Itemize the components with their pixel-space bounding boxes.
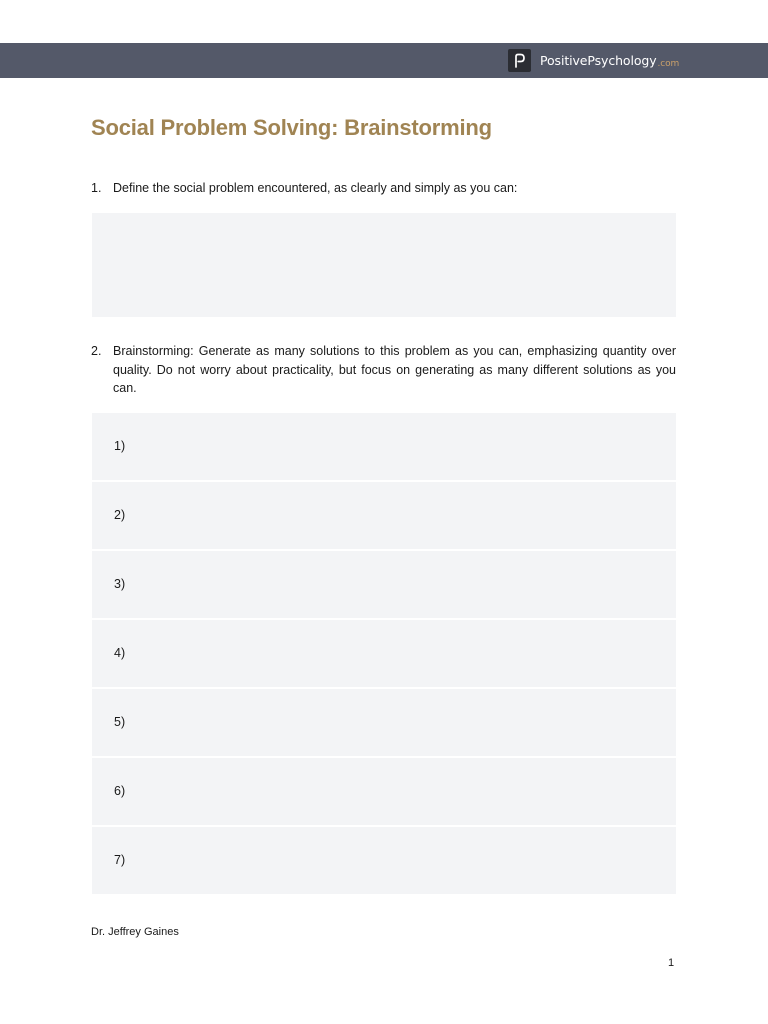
author-name: Dr. Jeffrey Gaines: [91, 926, 179, 938]
solution-field[interactable]: [92, 620, 676, 687]
question-2: [91, 342, 676, 398]
solution-label: 7): [114, 853, 126, 867]
solution-field[interactable]: [92, 413, 676, 480]
header-bar: [0, 43, 768, 78]
solution-label: 4): [114, 646, 126, 660]
solution-label: 5): [114, 715, 126, 729]
solutions-list: [92, 413, 676, 896]
question-text: Brainstorming: Generate as many solutions to this problem as you can, emphasizing quantity over quality. Do not worry about practicality, but focus on generating as many different solutions as you can.: [113, 344, 676, 395]
solution-label: 2): [114, 508, 126, 522]
question-number: 2.: [91, 344, 102, 358]
question-number: 1.: [91, 181, 102, 195]
solution-field[interactable]: [92, 758, 676, 825]
solution-label: 1): [114, 439, 126, 453]
page-number: 1: [668, 957, 675, 969]
solution-field[interactable]: [92, 482, 676, 549]
solution-field[interactable]: [92, 827, 676, 894]
question-1: [91, 179, 676, 198]
page-title: Social Problem Solving: Brainstorming: [91, 115, 492, 140]
solution-field[interactable]: [92, 551, 676, 618]
brand-suffix: .com: [657, 59, 680, 69]
solution-label: 3): [114, 577, 126, 591]
brand-logo[interactable]: [508, 49, 679, 72]
brand-name: PositivePsychology.com: [540, 53, 680, 69]
solution-field[interactable]: [92, 689, 676, 756]
solution-label: 6): [114, 784, 126, 798]
question-text: Define the social problem encountered, as clearly and simply as you can:: [113, 181, 518, 195]
p-logo-icon: [508, 49, 531, 72]
problem-answer-field[interactable]: [92, 213, 676, 317]
